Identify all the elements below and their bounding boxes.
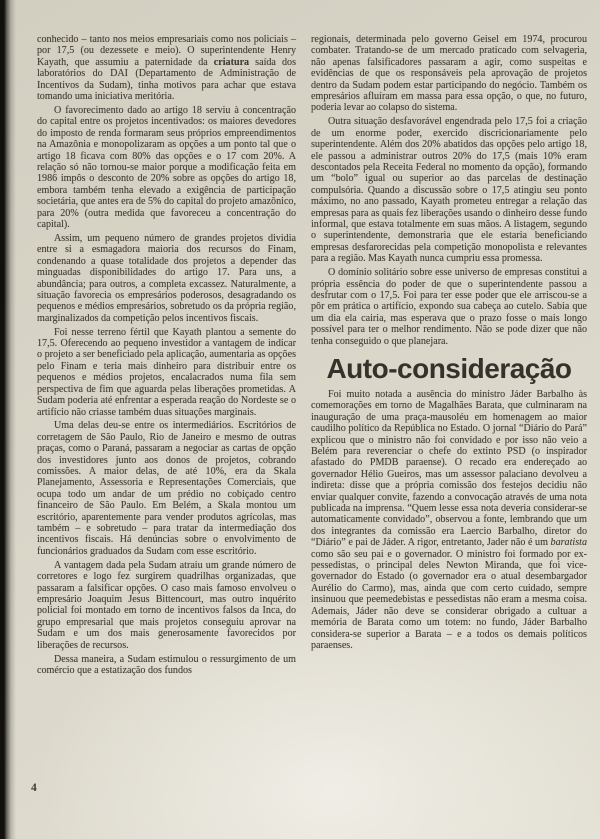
paragraph: Foi nesse terreno fértil que Kayath plantou a semente do 17,5. Oferecendo ao pequeno investidor a vantagem de indicar o projeto a ser beneficiado pela aplicação, aumentaria as opções pelo Finam e teria mais dinheiro para distribuir entre os pequenos e médios projetos, encalacrados numa fila sem perspectiva de fim que aguarda pelas liberações prometidas. A Sudam poderia até enfrentar a esperada reação do Nordeste se o artifício não criasse também duas situações marginais. bbox=[37, 326, 296, 418]
right-text-column bbox=[311, 34, 587, 654]
paragraph: regionais, determinada pelo governo Geisel em 1974, procurou combater. Tratando-se de um mercado praticado com selvageria, não apenas falsificadores passaram a agir, como suspeitas e evidências de que os responsáveis pela aprovação de projetos dentro da Sudam podem estar participando do negócio. Também os empresários afluíram em massa para essa opção, o que, no futuro, poderia levar ao colapso do sistema. bbox=[311, 34, 587, 114]
paragraph: Outra situação desfavorável engendrada pelo 17,5 foi a criação de um enorme poder, exercido discricionariamente pelo superintendente. Além dos 20% abatidos das opções pelo artigo 18, ele passou a administrar outros 20% do 17,5 (mais 10% eram descontados pela Receita Federal no momento da opção), formando um “bolo” igual ou superior ao das parcelas de destinação compulsória. Quando a discussão sobre o 17,5 atingiu seu ponto máximo, no ano passado, Kayath prometeu entregar a relação das empresas para as quais fez liberações usando o dinheiro desse fundo informal, que estava totalmente em suas mãos. A listagem, segundo o superintendente, demonstraria que ele estaria beneficiando empresas desfarorecidas pela competição monopolista e relevantes para a região. Mas Kayath nunca cumpriu essa promessa. bbox=[311, 116, 587, 265]
book-spine-shadow bbox=[0, 0, 16, 839]
paragraph: O domínio solitário sobre esse universo de empresas constitui a própria essência do poder de que o superintendente passou a desfrutar com o 17,5. Foi para ter esse poder que ele arriscou-se a pôr em prática o artifício, expondo sua cabeça ao cutelo. Sabia que um dia ela cairia, mas esperava que o prazo fosse o mais longo possível para ter o melhor rendimento. Não se pode dizer que não tenha conseguido o que planejara. bbox=[311, 267, 587, 347]
paragraph-text: como são seu pai e o governador. O ministro foi formado por ex-pessedistas, o principal deles Newton Miranda, que foi vice-governador do Estado (o governador era o atual desembargador Aurélio do Carmo), mas, ainda que com certo cuidado, sempre insinuou que peemedebistas e pessedistas não eram a mesma coisa. Ademais, Jáder não deve se considerar obrigado a cultuar a memória de Barata como um totem: no fundo, Jáder Barbalho considera-se superior a Barata – e a todos os demais políticos paraenses. bbox=[311, 548, 587, 651]
paragraph: O favorecimento dado ao artigo 18 serviu à concentração do capital entre os projetos incentivados: os maiores devedores do imposto de renda formaram seus próprios empreendimentos na Amazônia e monopolizaram as opções a um ponto tal que o artigo 18 ficava com 80% das opções e o 17 com 20%. A relação só não tornou-se maior porque a modificação feita em 1986 impôs o desconto de 20% sobre as opções do artigo 18, embora também tenha elevado a exigência de participação societária, que antes era de 5% do capital do projeto amazônico, para 20% (outra medida que favoreceu a concentração do capital). bbox=[37, 104, 296, 230]
paragraph: Dessa maneira, a Sudam estimulou o ressurgimento de um comércio que a estatização dos fundos bbox=[37, 653, 296, 676]
paragraph-text: Foi muito notada a ausência do ministro Jáder Barbalho às comemorações em torno de Magalhães Barata, que culminaram na inauguração de uma praça-mausoléu em homenagem ao maior caudilho político da República no Estado. O jornal “Diário do Pará” explicou que o ministro não foi convidado e por isso não veio a Belém para reverenciar o chefe do extinto PSD (o inspirador afastado do PMDB paraense). O recado era endereçado ao governador Hélio Gueiros, mas um assessor palaciano devolveu a indireta: disse que a própria comissão dos festejos decidiu não enviar qualquer convite, fazendo a convocação através de uma nota publicada na imprensa. “Quem lesse essa nota deveria considerar-se automaticamente convidado”, observou a fonte, lembrando que um dos integrantes da comissão era Laercio Barbalho, diretor do “Diário” e pai de Jáder. A rigor, entretanto, Jader não é um bbox=[311, 388, 587, 549]
paragraph: Assim, um pequeno número de grandes projetos dividia entre si a esmagadora maioria dos recursos do Finam, condenando a quase totalidade dos projetos a depender das minguadas disponibilidades do artigo 17. Para uns, a abundância; para outros, a completa excassez. Naturalmente, a situação favorecia os empresários poderosos, desagradando os pequenos e médios empresários, sobretudo os da própria região, marginalizados da competição pelos incentivos fiscais. bbox=[37, 232, 296, 324]
paragraph bbox=[311, 389, 587, 651]
bold-word: criatura bbox=[213, 56, 250, 68]
paragraph: Uma delas deu-se entre os intermediários. Escritórios de corretagem de São Paulo, Rio de Janeiro e mesmo de outras praças, como o Paraná, passaram a negociar as cartas de opção dos investidores junto aos donos de projetos, cobrando comissões. A maior delas, de até 10%, era da Skala Planejamento, Assessoria e Representações Comerciais, que ocupa todo um andar de um prédio no cobiçado centro financeiro de São Paulo. Em Belém, a Skala montou um escritório, aparentemente para vender produtos agrícolas, mas também – e sobretudo – para tratar da intermediação dos incentivos fiscais. Há denúncias sobre o envolvimento de funcionários graduados da Sudam com esse escritório. bbox=[37, 420, 296, 557]
section-heading: Auto-consideração bbox=[326, 352, 572, 384]
italic-word: baratista bbox=[550, 537, 587, 549]
paragraph-text: conhecido – tanto nos meios empresariais como nos policiais – por 17,5 (ou dezessete e meio). O superintendente Henry Kayath, que assumiu a paternidade da bbox=[37, 34, 296, 68]
left-text-column bbox=[37, 34, 296, 679]
paragraph-text: saída dos laboratórios do DAI (Departamento de Administração de Incentivos da Sudam), tinha motivos para achar que estava tomando uma iniciativa meritória. bbox=[37, 56, 296, 103]
page-number: 4 bbox=[31, 782, 37, 794]
paragraph bbox=[37, 34, 296, 102]
paragraph: A vantagem dada pela Sudam atraiu um grande número de corretores e logo fez surgirem quadrilhas organizadas, que passaram a falsificar opções. O caso mais famoso envolveu o empresário Joaquim Jesus Bittencourt, mas outro inquérito policial foi montado em torno de incentivos falsos da Inca, do grupo empresarial que mais projetos conseguiu aprovar na Sudam e um dos mais generosamente favorecidos por liberações de recursos. bbox=[37, 559, 296, 651]
